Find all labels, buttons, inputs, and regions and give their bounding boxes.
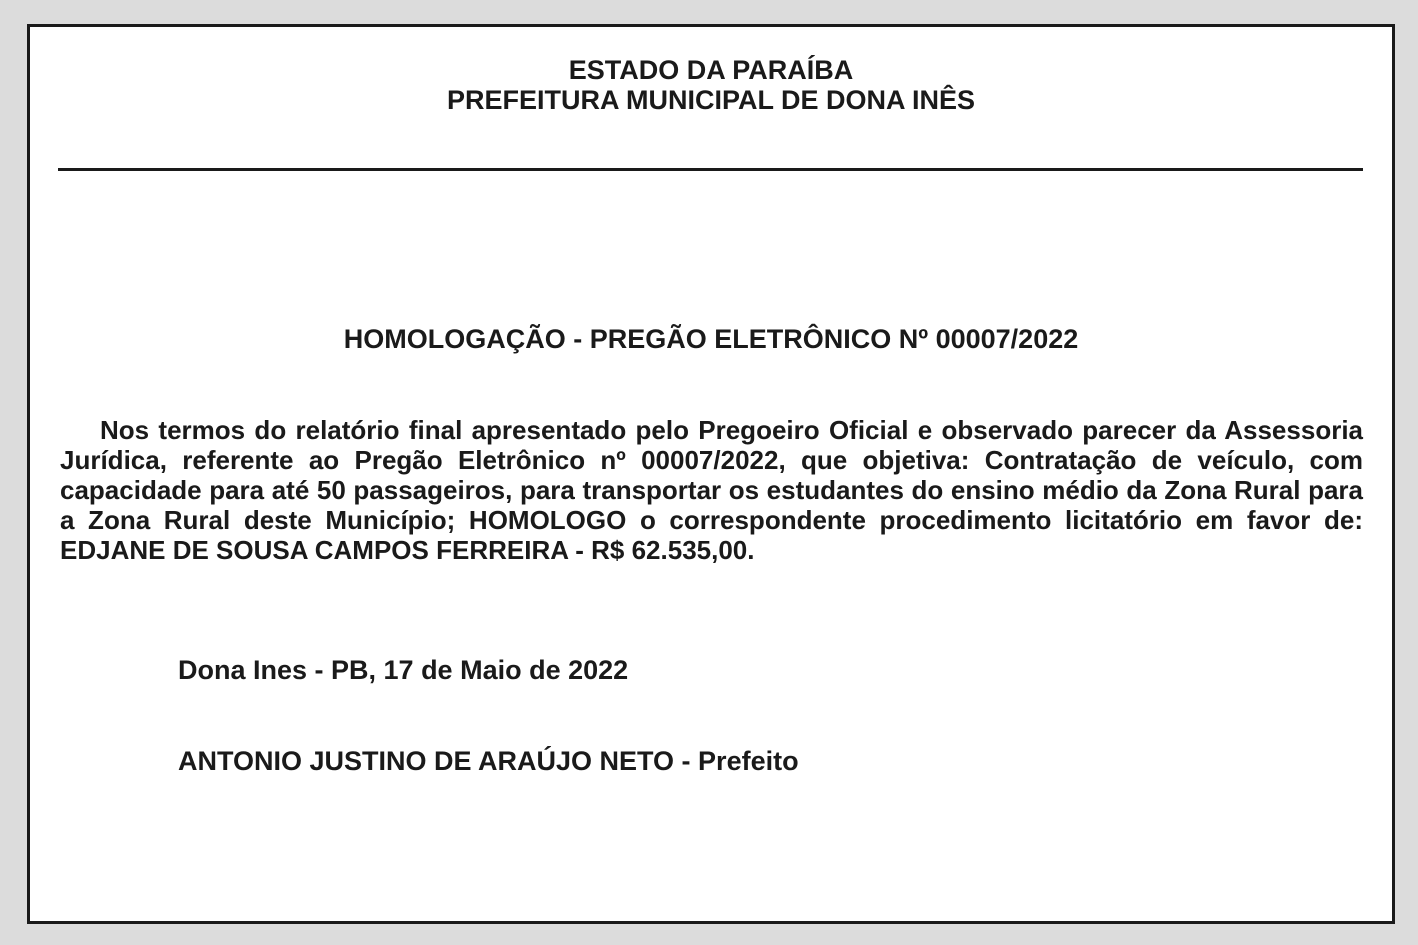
municipality-name: PREFEITURA MUNICIPAL DE DONA INÊS [446, 85, 976, 115]
document-page [27, 24, 1395, 924]
place-date: Dona Ines - PB, 17 de Maio de 2022 [178, 655, 629, 685]
state-name: ESTADO DA PARAÍBA [568, 55, 854, 85]
document-header [30, 55, 1392, 115]
signatory: ANTONIO JUSTINO DE ARAÚJO NETO - Prefeito [178, 746, 799, 776]
document-body: Nos termos do relatório final apresentado pelo Pregoeiro Oficial e observado parecer da Assessoria Jurídica, referente ao Pregão Eletrônico nº 00007/2022, que objetiva: Contratação de veículo, com capacidade para até 50 passageiros, para transportar os estudantes do ensino médio da Zona Rural para a Zona Rural deste Município; HOMOLOGO o correspondente procedimento licitatório em favor de: EDJANE DE SOUSA CAMPOS FERREIRA - R$ 62.535,00. [60, 415, 1363, 565]
document-title: HOMOLOGAÇÃO - PREGÃO ELETRÔNICO Nº 00007/2022 [343, 324, 1079, 354]
header-divider [58, 168, 1363, 171]
